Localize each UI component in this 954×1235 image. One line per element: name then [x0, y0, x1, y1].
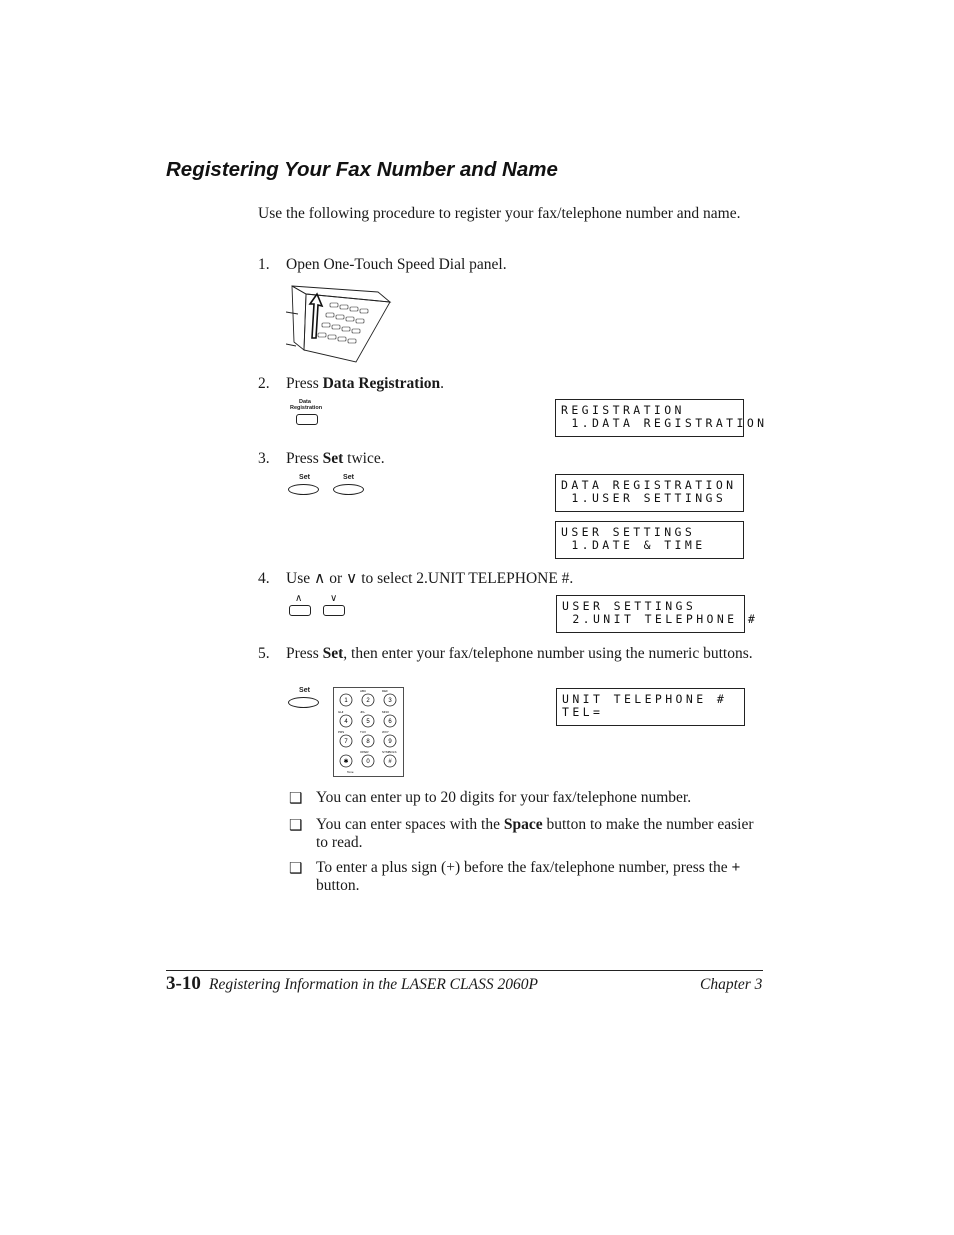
keypad-digit: 4	[344, 719, 348, 725]
step-1-number: 1.	[258, 256, 270, 273]
step-2-text: Press Data Registration.	[286, 375, 445, 392]
keypad-letters: TUV	[360, 730, 366, 734]
bullet-marker-2: ❑	[289, 818, 303, 834]
keypad-digit: #	[388, 759, 392, 765]
set-button-label-1: Set	[299, 474, 310, 481]
step-5-number: 5.	[258, 645, 270, 662]
keypad-letters: SYMBOLS	[382, 750, 397, 754]
lcd-display-user-settings: USER SETTINGS 1.DATE & TIME	[555, 521, 744, 559]
lcd-display-data-registration: DATA REGISTRATION 1.USER SETTINGS	[555, 474, 744, 512]
footer-page-number: 3-10	[166, 973, 201, 994]
keypad-digit: 6	[388, 719, 392, 725]
lcd-display-registration: REGISTRATION 1.DATA REGISTRATION	[555, 399, 744, 437]
keypad-letters: MNO	[382, 710, 389, 714]
lcd-display-unit-telephone-entry: UNIT TELEPHONE # TEL=	[556, 688, 745, 726]
tone-label: Tone	[347, 770, 354, 774]
speed-dial-panel-illustration	[286, 280, 392, 364]
keypad-digit: 8	[366, 739, 370, 745]
keypad-letters: OPER	[360, 750, 369, 754]
down-arrow-button[interactable]	[323, 605, 345, 616]
bullet-text-2: You can enter spaces with the Space button to make the number easier to read.	[316, 816, 754, 851]
lcd-display-unit-telephone-menu: USER SETTINGS 2.UNIT TELEPHONE #	[556, 595, 745, 633]
data-registration-button[interactable]	[296, 414, 318, 425]
set-button-3[interactable]	[288, 697, 319, 708]
keypad-digit: 9	[388, 739, 392, 745]
keypad-letters: WXY	[382, 730, 389, 734]
down-arrow-icon: ∨	[330, 593, 338, 604]
keypad-digit: 0	[366, 759, 370, 765]
bullet-text-1: You can enter up to 20 digits for your fax/telephone number.	[316, 789, 692, 806]
step-5-text: Press Set, then enter your fax/telephone number using the numeric buttons.	[286, 645, 753, 662]
keypad-digit: 7	[344, 739, 348, 745]
keypad-digit: 2	[366, 698, 370, 704]
up-arrow-button[interactable]	[289, 605, 311, 616]
keypad-letters: JKL	[360, 710, 366, 714]
bullet-marker-3: ❑	[289, 861, 303, 877]
step-3-number: 3.	[258, 450, 270, 467]
set-button-1[interactable]	[288, 484, 319, 495]
keypad-letters: PRS	[338, 730, 345, 734]
data-registration-button-label: Data Registration	[290, 399, 323, 411]
keypad-digit: 3	[388, 698, 392, 704]
numeric-keypad	[333, 687, 404, 777]
step-3-text: Press Set twice.	[286, 450, 385, 467]
footer-chapter: Chapter 3	[700, 976, 763, 993]
set-button-2[interactable]	[333, 484, 364, 495]
up-arrow-icon: ∧	[295, 593, 303, 604]
set-button-label-3: Set	[299, 687, 310, 694]
keypad-digit: 1	[344, 698, 348, 704]
step-2-number: 2.	[258, 375, 270, 392]
keypad-letters: DEF	[382, 689, 388, 693]
step-4-text: Use ∧ or ∨ to select 2.UNIT TELEPHONE #.	[286, 570, 574, 587]
keypad-letters: ABC	[360, 689, 367, 693]
set-button-label-2: Set	[343, 474, 354, 481]
bullet-text-3: To enter a plus sign (+) before the fax/telephone number, press the + button.	[316, 859, 741, 894]
keypad-digit: 5	[366, 719, 370, 725]
footer-rule	[166, 970, 763, 971]
keypad-letters: GHI	[338, 710, 344, 714]
keypad-digit: ✱	[343, 759, 349, 765]
intro-paragraph: Use the following procedure to register your fax/telephone number and name.	[258, 205, 741, 222]
page-title: Registering Your Fax Number and Name	[166, 158, 558, 181]
footer-title: Registering Information in the LASER CLASS 2060P	[209, 976, 538, 993]
step-4-number: 4.	[258, 570, 270, 587]
step-1-text: Open One-Touch Speed Dial panel.	[286, 256, 507, 273]
bullet-marker-1: ❑	[289, 791, 303, 807]
